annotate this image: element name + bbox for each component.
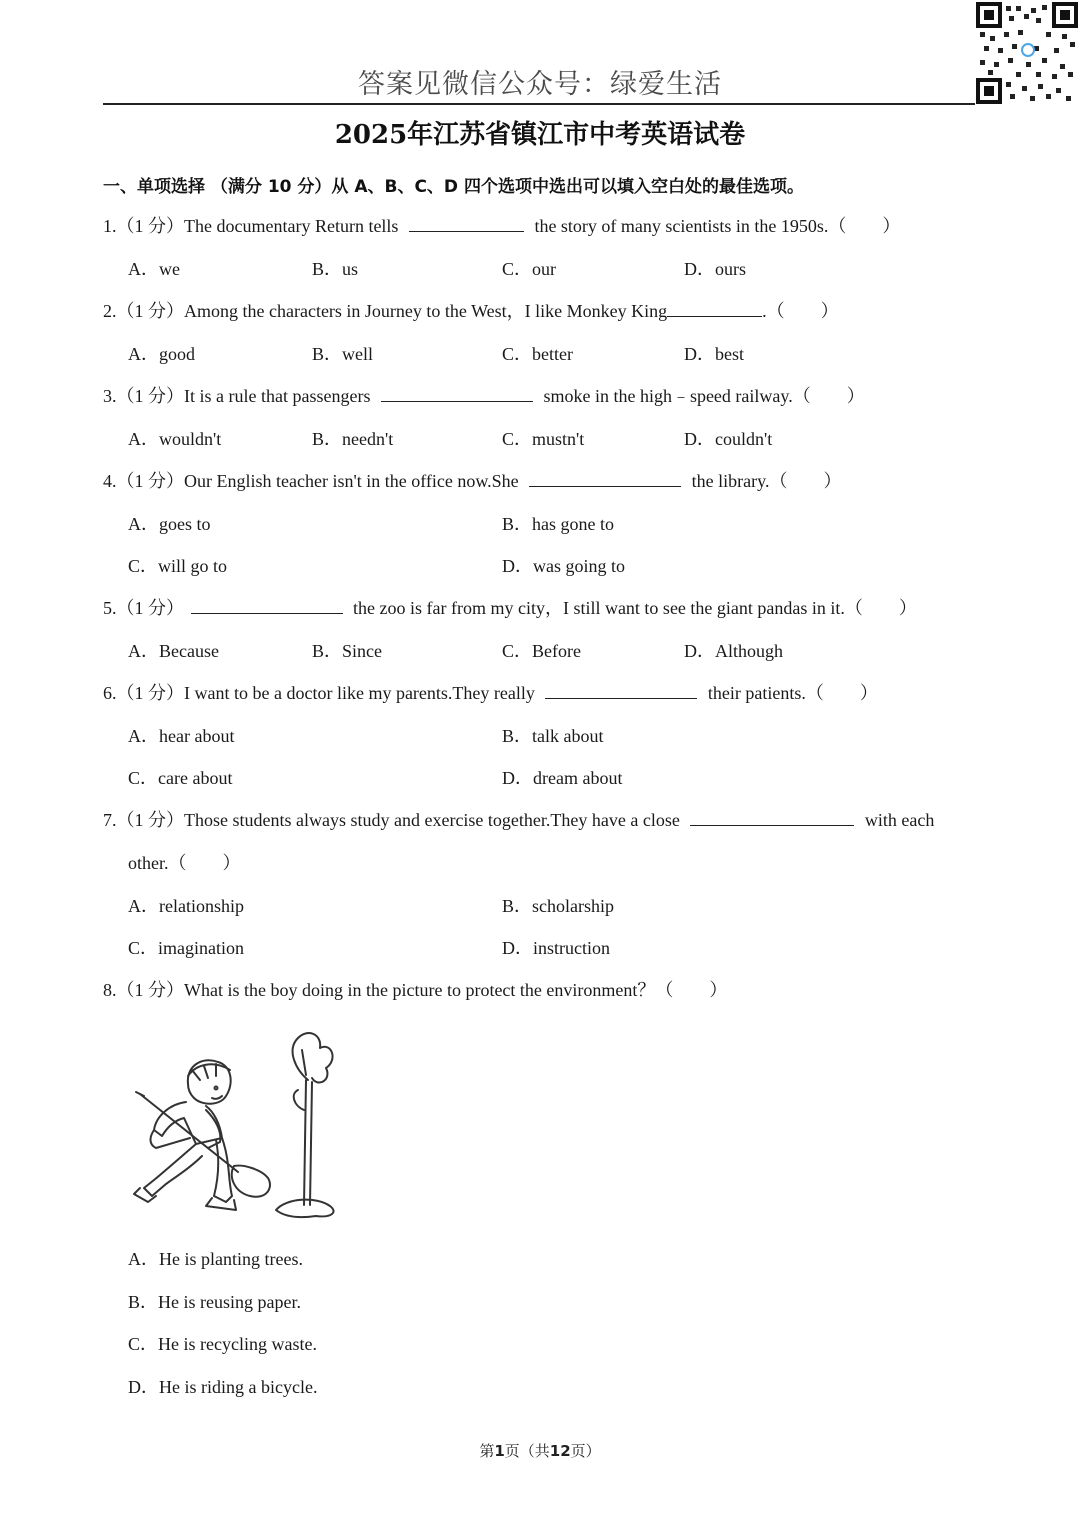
question-text: .（ ） [762,301,839,321]
question-text: I want to be a doctor like my parents.They really [184,683,535,703]
option-a: A．hear about [128,726,235,746]
question-text: the library.（ ） [691,471,842,491]
question-2 [103,300,839,322]
option-b: B．us [312,259,359,279]
option-c: C．our [502,259,556,279]
page-footer [0,1440,1080,1461]
footer-prefix: 第 [479,1442,495,1460]
option-c: C．better [502,344,573,364]
option-a: A．wouldn't [128,429,222,449]
question-5 [103,597,917,619]
option-a: A．Because [128,641,219,661]
option-d: D．Although [684,641,783,661]
option-d: D．He is riding a bicycle. [128,1377,318,1397]
footer-middle: 页（共 [504,1442,550,1460]
option-b: B．needn't [312,429,394,449]
answer-blank [381,385,533,402]
question-text: Among the characters in Journey to the West，I like Monkey King [184,301,668,321]
question-3 [103,385,865,407]
question-text: What is the boy doing in the picture to protect the environment？（ ） [184,980,728,1000]
answer-blank [667,300,762,317]
option-c: C．He is recycling waste. [128,1334,317,1354]
question-text: their patients.（ ） [707,683,878,703]
answer-blank [690,809,854,826]
question-6 [103,682,878,704]
option-b: B．scholarship [502,896,614,916]
boy-planting-tree-illustration [126,1020,341,1230]
question-text: Those students always study and exercise together.They have a close [184,810,680,830]
option-a: A．relationship [128,896,244,916]
option-b: B．talk about [502,726,604,746]
option-b: B．well [312,344,373,364]
question-8 [103,979,727,1001]
option-a: A．He is planting trees. [128,1249,303,1269]
question-1 [103,215,900,237]
footer-total-pages: 12 [549,1442,571,1460]
section-title: 一、单项选择 （满分 10 分）从 A、B、C、D 四个选项中选出可以填入空白处的最佳选项。 [103,177,804,197]
page-title: 2025年江苏省镇江市中考英语试卷 [334,120,746,150]
question-7-continuation: other.（ ） [128,853,241,873]
question-number: 3.（1 分） [103,386,184,406]
qr-code-icon [976,2,1078,104]
option-d: D．was going to [502,556,625,576]
option-c: C．Before [502,641,581,661]
option-d: D．instruction [502,938,610,958]
question-text: the zoo is far from my city，I still want to see the giant pandas in it.（ ） [353,598,917,618]
question-number: 4.（1 分） [103,471,184,491]
footer-suffix: 页） [570,1442,601,1460]
question-text: It is a rule that passengers [184,386,371,406]
question-4 [103,470,841,492]
question-text: with each [864,810,935,830]
question-number: 6.（1 分） [103,683,184,703]
question-7 [103,809,934,831]
option-a: A．goes to [128,514,211,534]
answer-blank [409,215,524,232]
option-a: A．good [128,344,195,364]
option-a: A．we [128,259,180,279]
question-number: 5.（1 分） [103,598,184,618]
footer-page-number: 1 [494,1442,505,1460]
option-c: C．imagination [128,938,244,958]
question-number: 7.（1 分） [103,810,184,830]
question-text: the story of many scientists in the 1950s.（ ） [534,216,901,236]
header-rule [103,103,975,105]
option-d: D．dream about [502,768,623,788]
answer-blank [545,682,697,699]
option-c: C．will go to [128,556,228,576]
question-text: smoke in the high﹣speed railway.（ ） [543,386,865,406]
answer-blank [529,470,681,487]
option-c: C．mustn't [502,429,585,449]
question-number: 8.（1 分） [103,980,184,1000]
option-d: D．couldn't [684,429,773,449]
option-d: D．ours [684,259,746,279]
question-number: 2.（1 分） [103,301,184,321]
question-text: Our English teacher isn't in the office now.She [184,471,519,491]
question-number: 1.（1 分） [103,216,184,236]
answer-blank [191,597,343,614]
option-b: B．has gone to [502,514,614,534]
option-b: B．He is reusing paper. [128,1292,301,1312]
option-b: B．Since [312,641,382,661]
option-c: C．care about [128,768,233,788]
question-text: The documentary Return tells [184,216,399,236]
option-d: D．best [684,344,744,364]
header-banner: 答案见微信公众号：绿爱生活 [358,69,722,100]
